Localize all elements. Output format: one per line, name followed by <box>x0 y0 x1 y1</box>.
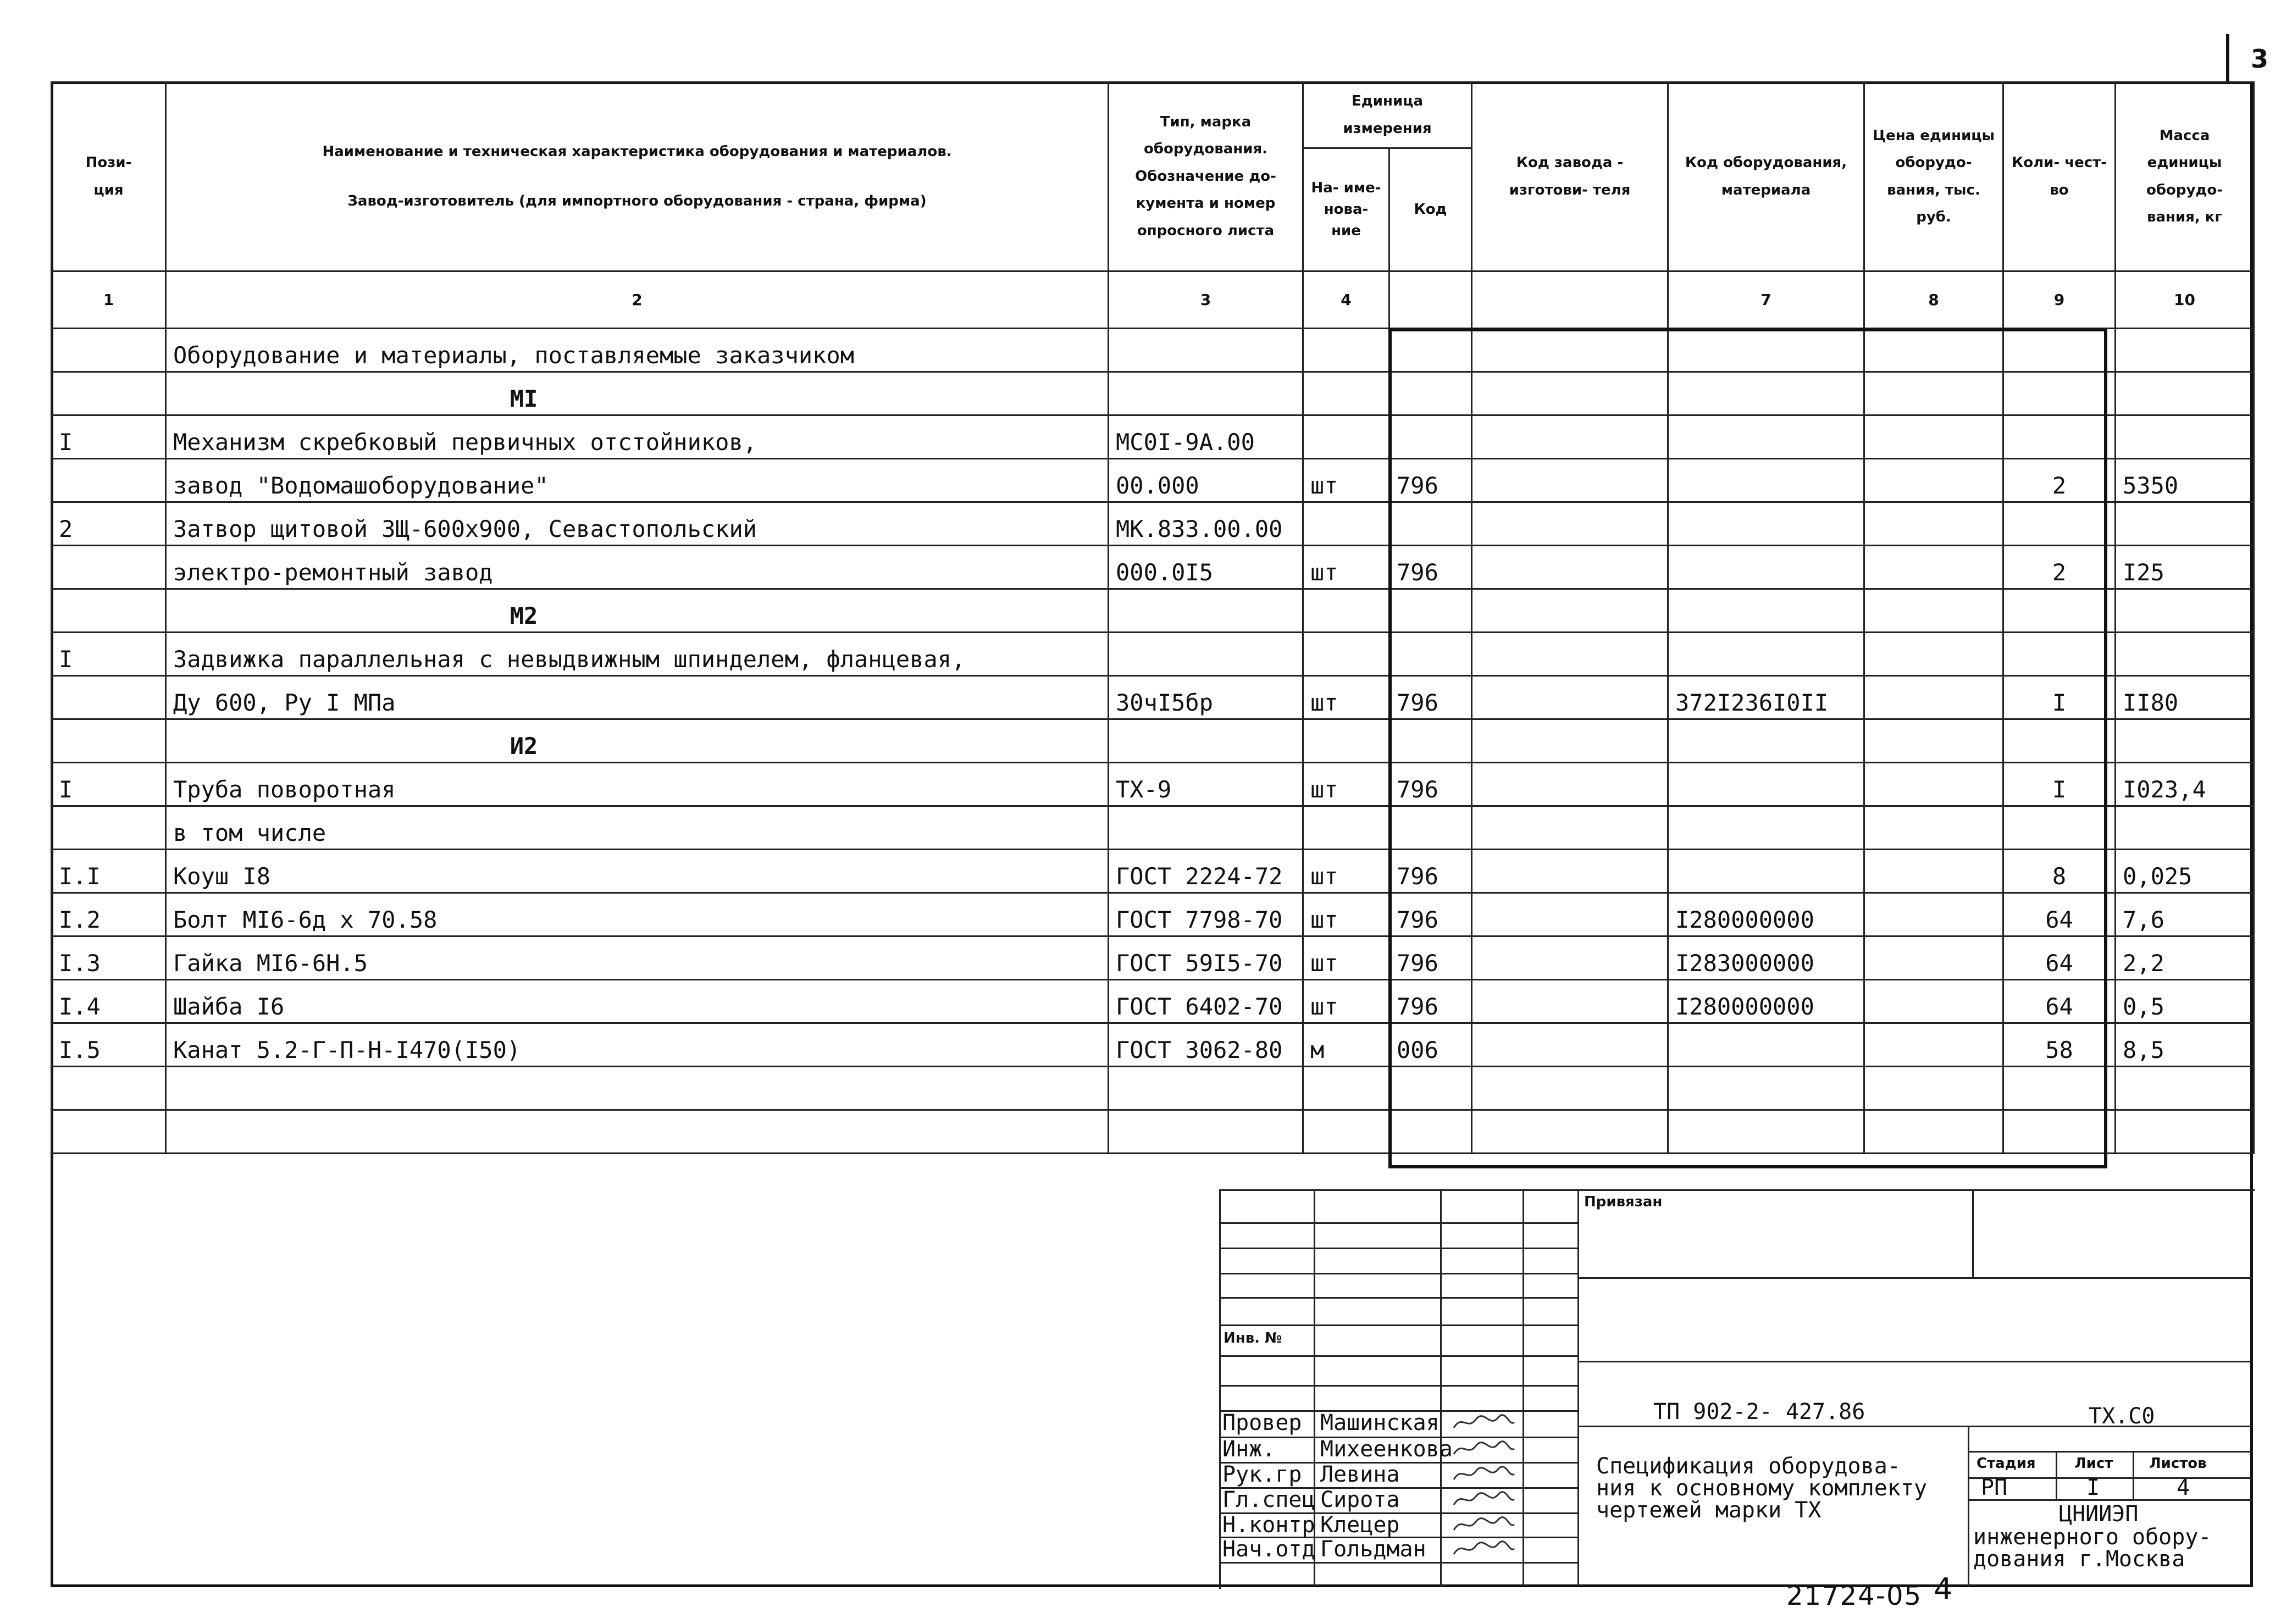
column-number: 1 <box>52 271 166 329</box>
drawing-mark: ТХ.С0 <box>2089 1404 2155 1429</box>
name-cell: Оборудование и материалы, поставляемые заказчиком <box>166 329 1109 372</box>
header-quantity: Коли- чест- во <box>2003 82 2116 271</box>
name-cell: Шайба I6 <box>166 980 1109 1023</box>
position-cell <box>52 546 166 589</box>
position-cell <box>52 372 166 415</box>
unit-code-cell: 006 <box>1389 1023 1472 1067</box>
material-code-cell: 372I236I0II <box>1668 676 1864 719</box>
header-name-line1: Наименование и техническая характеристика оборудования и материалов. <box>322 143 952 160</box>
name-cell: электро-ремонтный завод <box>166 546 1109 589</box>
name-cell: завод "Водомашоборудование" <box>166 459 1109 502</box>
staff-role: Нач.отд <box>1222 1537 1315 1562</box>
header-unit: Единица измерения <box>1303 82 1472 148</box>
sheets-value: 4 <box>2177 1475 2190 1500</box>
title-grid-line <box>1972 1189 1974 1277</box>
header-name <box>166 82 1109 271</box>
unit-code-cell: 796 <box>1389 676 1472 719</box>
unit-cell <box>1303 1110 1389 1154</box>
unit-cell: шт <box>1303 936 1389 980</box>
signature <box>1451 1438 1517 1465</box>
title-grid-line <box>1219 1324 1577 1326</box>
unit-code-cell: 796 <box>1389 763 1472 806</box>
mass-cell <box>2116 719 2254 763</box>
title-grid-line <box>2056 1451 2057 1499</box>
position-cell: I.2 <box>52 893 166 936</box>
signature <box>1451 1538 1517 1565</box>
type-cell <box>1109 633 1303 676</box>
organization-line3: дования г.Москва <box>1973 1547 2185 1572</box>
name-cell: Коуш I8 <box>166 850 1109 893</box>
position-cell <box>52 806 166 850</box>
column-number-row <box>52 271 2254 329</box>
title-grid-line <box>1219 1355 1577 1357</box>
unit-cell: шт <box>1303 459 1389 502</box>
name-cell <box>166 1110 1109 1154</box>
type-cell <box>1109 589 1303 633</box>
group-label: И2 <box>510 733 538 760</box>
unit-code-cell: 796 <box>1389 546 1472 589</box>
type-cell: 00.000 <box>1109 459 1303 502</box>
title-grid-line <box>1219 1297 1577 1299</box>
unit-cell: шт <box>1303 763 1389 806</box>
column-number: 8 <box>1864 271 2003 329</box>
name-cell: Канат 5.2-Г-П-Н-I470(I50) <box>166 1023 1109 1067</box>
unit-cell <box>1303 633 1389 676</box>
title-grid-line <box>1219 1222 1577 1224</box>
type-cell: ГОСТ 3062-80 <box>1109 1023 1303 1067</box>
mass-cell <box>2116 806 2254 850</box>
mass-cell <box>2116 502 2254 546</box>
mass-cell <box>2116 329 2254 372</box>
position-cell <box>52 1110 166 1154</box>
position-cell: 2 <box>52 502 166 546</box>
staff-name: Машинская <box>1320 1410 1440 1435</box>
header-type: Тип, марка оборудования. Обозначение до- кумента и номер опросного листа <box>1109 82 1303 271</box>
signature <box>1451 1514 1517 1540</box>
position-cell: I.4 <box>52 980 166 1023</box>
type-cell: ГОСТ 6402-70 <box>1109 980 1303 1023</box>
sheets-label: Листов <box>2149 1455 2207 1472</box>
name-cell <box>166 589 1109 633</box>
staff-name: Левина <box>1320 1462 1400 1487</box>
mass-cell: II80 <box>2116 676 2254 719</box>
name-cell <box>166 372 1109 415</box>
header-unit-name: На- име- нова- ние <box>1303 148 1389 271</box>
name-cell: Затвор щитовой ЗЩ-600х900, Севастопольский <box>166 502 1109 546</box>
unit-cell: шт <box>1303 980 1389 1023</box>
header-material-code: Код оборудования, материала <box>1668 82 1864 271</box>
stage-label: Стадия <box>1977 1455 2036 1472</box>
unit-code-cell: 796 <box>1389 893 1472 936</box>
quantity-cell: 64 <box>2003 980 2116 1023</box>
quantity-cell: 2 <box>2003 459 2116 502</box>
type-cell <box>1109 1110 1303 1154</box>
mass-cell: 5350 <box>2116 459 2254 502</box>
header-mass: Масса единицы оборудо- вания, кг <box>2116 82 2254 271</box>
title-grid-line <box>1968 1499 2253 1501</box>
name-cell: Ду 600, Ру I МПа <box>166 676 1109 719</box>
title-grid-line <box>1577 1361 2253 1362</box>
title-grid-line <box>1968 1451 2253 1453</box>
sheet-corner-bar <box>2226 34 2229 84</box>
position-cell: I <box>52 633 166 676</box>
sheet-number: 3 <box>2251 44 2269 74</box>
code-block-outline <box>1388 328 2107 1168</box>
staff-role: Гл.спец <box>1222 1487 1315 1512</box>
column-number: 9 <box>2003 271 2116 329</box>
staff-name: Гольдман <box>1320 1537 1426 1562</box>
title-grid-line <box>1219 1562 1577 1564</box>
quantity-cell: I <box>2003 676 2116 719</box>
signature <box>1451 1411 1517 1438</box>
quantity-cell: 2 <box>2003 546 2116 589</box>
name-cell: Задвижка параллельная с невыдвижным шпинделем, фланцевая, <box>166 633 1109 676</box>
unit-code-cell: 796 <box>1389 850 1472 893</box>
type-cell: ГОСТ 59I5-70 <box>1109 936 1303 980</box>
header-unit-code: Код <box>1389 148 1472 271</box>
column-number <box>1472 271 1668 329</box>
column-number: 4 <box>1303 271 1389 329</box>
material-code-cell: I280000000 <box>1668 980 1864 1023</box>
unit-cell <box>1303 719 1389 763</box>
mass-cell: 0,025 <box>2116 850 2254 893</box>
material-code-cell: I280000000 <box>1668 893 1864 936</box>
name-cell: в том числе <box>166 806 1109 850</box>
quantity-cell: 8 <box>2003 850 2116 893</box>
column-number: 2 <box>166 271 1109 329</box>
column-number: 7 <box>1668 271 1864 329</box>
unit-code-cell: 796 <box>1389 980 1472 1023</box>
organization-line1: ЦНИИЭП <box>2059 1501 2139 1527</box>
unit-cell: шт <box>1303 893 1389 936</box>
position-cell: I.3 <box>52 936 166 980</box>
signature <box>1451 1463 1517 1490</box>
mass-cell: 2,2 <box>2116 936 2254 980</box>
type-cell: МК.833.00.00 <box>1109 502 1303 546</box>
sheet-label: Лист <box>2074 1455 2113 1472</box>
staff-name: Клецер <box>1320 1512 1400 1538</box>
staff-name: Сирота <box>1320 1487 1400 1512</box>
unit-cell <box>1303 329 1389 372</box>
column-number: 3 <box>1109 271 1303 329</box>
mass-cell <box>2116 633 2254 676</box>
mass-cell <box>2116 372 2254 415</box>
title-grid-line <box>1968 1477 2253 1479</box>
type-cell <box>1109 719 1303 763</box>
unit-code-cell: 796 <box>1389 459 1472 502</box>
staff-role: Инж. <box>1222 1437 1276 1462</box>
title-grid-line <box>1219 1248 1577 1249</box>
unit-cell <box>1303 1067 1389 1110</box>
type-cell <box>1109 1067 1303 1110</box>
mass-cell: 0,5 <box>2116 980 2254 1023</box>
mass-cell <box>2116 589 2254 633</box>
group-label: М2 <box>510 602 538 629</box>
title-grid-line <box>1577 1189 1579 1587</box>
mass-cell <box>2116 1067 2254 1110</box>
position-cell <box>52 329 166 372</box>
name-cell <box>166 719 1109 763</box>
header-row <box>52 82 2254 148</box>
unit-cell <box>1303 806 1389 850</box>
document-code: ТП 902-2- 427.86 <box>1653 1399 1865 1425</box>
material-code-cell: I283000000 <box>1668 936 1864 980</box>
name-cell: Механизм скребковый первичных отстойников, <box>166 415 1109 459</box>
unit-cell <box>1303 372 1389 415</box>
group-label: МI <box>510 385 538 412</box>
title-grid-line <box>1219 1273 1577 1274</box>
position-cell <box>52 459 166 502</box>
type-cell: МС0I-9А.00 <box>1109 415 1303 459</box>
mass-cell: 7,6 <box>2116 893 2254 936</box>
header-price: Цена единицы оборудо- вания, тыс. руб. <box>1864 82 2003 271</box>
drawing-title: Спецификация оборудова- ния к основному комплекту чертежей марки ТХ <box>1596 1454 1928 1523</box>
unit-code-cell: 796 <box>1389 936 1472 980</box>
position-cell: I <box>52 415 166 459</box>
type-cell: ТХ-9 <box>1109 763 1303 806</box>
position-cell <box>52 719 166 763</box>
unit-cell: шт <box>1303 546 1389 589</box>
staff-name: Михеенкова <box>1320 1437 1453 1462</box>
type-cell <box>1109 372 1303 415</box>
position-cell <box>52 676 166 719</box>
header-position-text: Пози- ция <box>85 154 132 198</box>
title-grid-line <box>2133 1451 2134 1499</box>
footer-page: 4 <box>1934 1572 1954 1606</box>
unit-cell <box>1303 589 1389 633</box>
position-cell <box>52 1067 166 1110</box>
header-factory-code: Код завода - изготови- теля <box>1472 82 1668 271</box>
staff-role: Рук.гр <box>1222 1462 1302 1487</box>
unit-cell <box>1303 502 1389 546</box>
unit-cell: шт <box>1303 676 1389 719</box>
quantity-cell: 64 <box>2003 893 2116 936</box>
position-cell: I.I <box>52 850 166 893</box>
title-grid-line <box>1219 1385 1577 1387</box>
footer-number: 21724-05 <box>1786 1581 1923 1611</box>
unit-cell: м <box>1303 1023 1389 1067</box>
quantity-cell: 64 <box>2003 936 2116 980</box>
name-cell: Труба поворотная <box>166 763 1109 806</box>
quantity-cell: I <box>2003 763 2116 806</box>
staff-role: Провер <box>1222 1410 1302 1435</box>
type-cell: ГОСТ 2224-72 <box>1109 850 1303 893</box>
header-position <box>52 82 166 271</box>
position-cell: I.5 <box>52 1023 166 1067</box>
name-cell <box>166 1067 1109 1110</box>
type-cell: ГОСТ 7798-70 <box>1109 893 1303 936</box>
unit-cell <box>1303 415 1389 459</box>
stage-value: РП <box>1981 1475 2008 1500</box>
header-name-line2: Завод-изготовитель (для импортного оборудования - страна, фирма) <box>347 192 927 209</box>
position-cell <box>52 589 166 633</box>
type-cell: 30чI5бр <box>1109 676 1303 719</box>
column-number: 10 <box>2116 271 2254 329</box>
mass-cell: I023,4 <box>2116 763 2254 806</box>
mass-cell <box>2116 1110 2254 1154</box>
mass-cell <box>2116 415 2254 459</box>
type-cell: 000.0I5 <box>1109 546 1303 589</box>
inventory-number-label: Инв. № <box>1223 1330 1282 1346</box>
position-cell: I <box>52 763 166 806</box>
sheet-value: I <box>2086 1475 2100 1500</box>
organization-line2: инженерного обору- <box>1973 1525 2212 1550</box>
column-number <box>1389 271 1472 329</box>
mass-cell: I25 <box>2116 546 2254 589</box>
staff-role: Н.контр <box>1222 1512 1315 1538</box>
type-cell <box>1109 806 1303 850</box>
privyazan-label: Привязан <box>1584 1194 1663 1210</box>
mass-cell: 8,5 <box>2116 1023 2254 1067</box>
title-grid-line <box>1968 1426 1969 1587</box>
name-cell: Болт МI6-6д х 70.58 <box>166 893 1109 936</box>
quantity-cell: 58 <box>2003 1023 2116 1067</box>
type-cell <box>1109 329 1303 372</box>
name-cell: Гайка МI6-6Н.5 <box>166 936 1109 980</box>
title-grid-line <box>1577 1277 2253 1279</box>
signature <box>1451 1488 1517 1515</box>
unit-cell: шт <box>1303 850 1389 893</box>
